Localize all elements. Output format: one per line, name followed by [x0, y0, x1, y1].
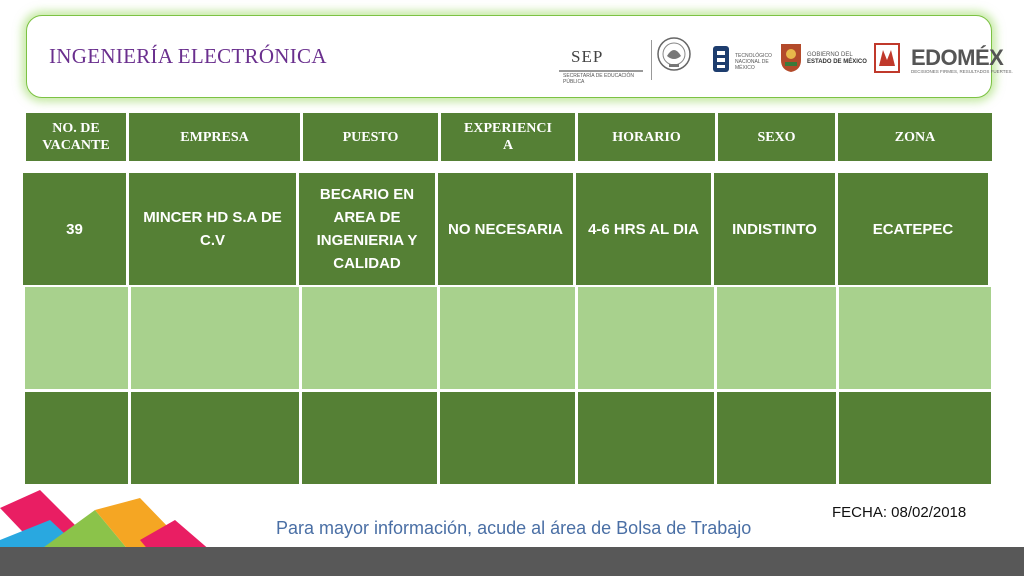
gobierno-line1: GOBIERNO DEL: [807, 52, 853, 58]
bottom-bar: [0, 547, 1024, 576]
empty-cell: [131, 392, 299, 484]
header-empresa: EMPRESA: [129, 113, 300, 161]
logo-divider: [651, 40, 652, 80]
header-zona: ZONA: [838, 113, 992, 161]
edomex-slogan: DECISIONES FIRMES, RESULTADOS FUERTES.: [911, 69, 1013, 74]
sep-logo: [555, 28, 655, 88]
tecnm-subtitle: TECNOLÓGICO NACIONAL DE MÉXICO: [735, 53, 772, 71]
header-puesto: PUESTO: [303, 113, 438, 161]
header-experiencia: EXPERIENCI A: [441, 113, 575, 161]
edomex-logo-text: EDOMÉX: [911, 45, 1004, 70]
empty-cell: [440, 392, 575, 484]
empty-cell: [717, 392, 836, 484]
cell-zona: ECATEPEC: [838, 173, 988, 285]
cell-empresa: MINCER HD S.A DE C.V: [129, 173, 296, 285]
empty-cell: [839, 287, 991, 389]
empty-cell: [440, 287, 575, 389]
cell-horario: 4-6 HRS AL DIA: [576, 173, 711, 285]
cell-puesto: BECARIO EN AREA DE INGENIERIA Y CALIDAD: [299, 173, 435, 285]
empty-cell: [302, 392, 437, 484]
footer-info-text: Para mayor información, acude al área de Bolsa de Trabajo: [276, 518, 752, 538]
sep-subtitle: SECRETARÍA DE EDUCACIÓN PÚBLICA: [563, 73, 635, 85]
page-title: INGENIERÍA ELECTRÓNICA: [49, 44, 327, 68]
gobierno-line2: ESTADO DE MÉXICO: [807, 59, 867, 65]
header-no-vacante: NO. DE VACANTE: [26, 113, 126, 161]
empty-cell: [131, 287, 299, 389]
sep-logo-text: SEP: [571, 47, 604, 66]
cell-no-vacante: 39: [23, 173, 126, 285]
header-horario: HORARIO: [578, 113, 715, 161]
empty-cell: [578, 287, 714, 389]
empty-cell: [839, 392, 991, 484]
logos-strip: [555, 28, 1013, 88]
mexico-coat-of-arms-icon: [655, 34, 693, 78]
sep-underline: [559, 70, 643, 72]
cell-experiencia: NO NECESARIA: [438, 173, 573, 285]
header-sexo: SEXO: [718, 113, 835, 161]
estado-mexico-shield-icon: [779, 42, 803, 74]
empty-cell: [578, 392, 714, 484]
empty-cell: [302, 287, 437, 389]
cell-sexo: INDISTINTO: [714, 173, 835, 285]
empty-cell: [25, 287, 128, 389]
empty-cell: [717, 287, 836, 389]
header-card: [26, 15, 1013, 98]
fecha-label: FECHA: 08/02/2018: [832, 504, 967, 521]
empty-cell: [25, 392, 128, 484]
edomex-emblem-icon: [873, 42, 901, 74]
tecnm-logo-icon: [711, 44, 731, 74]
